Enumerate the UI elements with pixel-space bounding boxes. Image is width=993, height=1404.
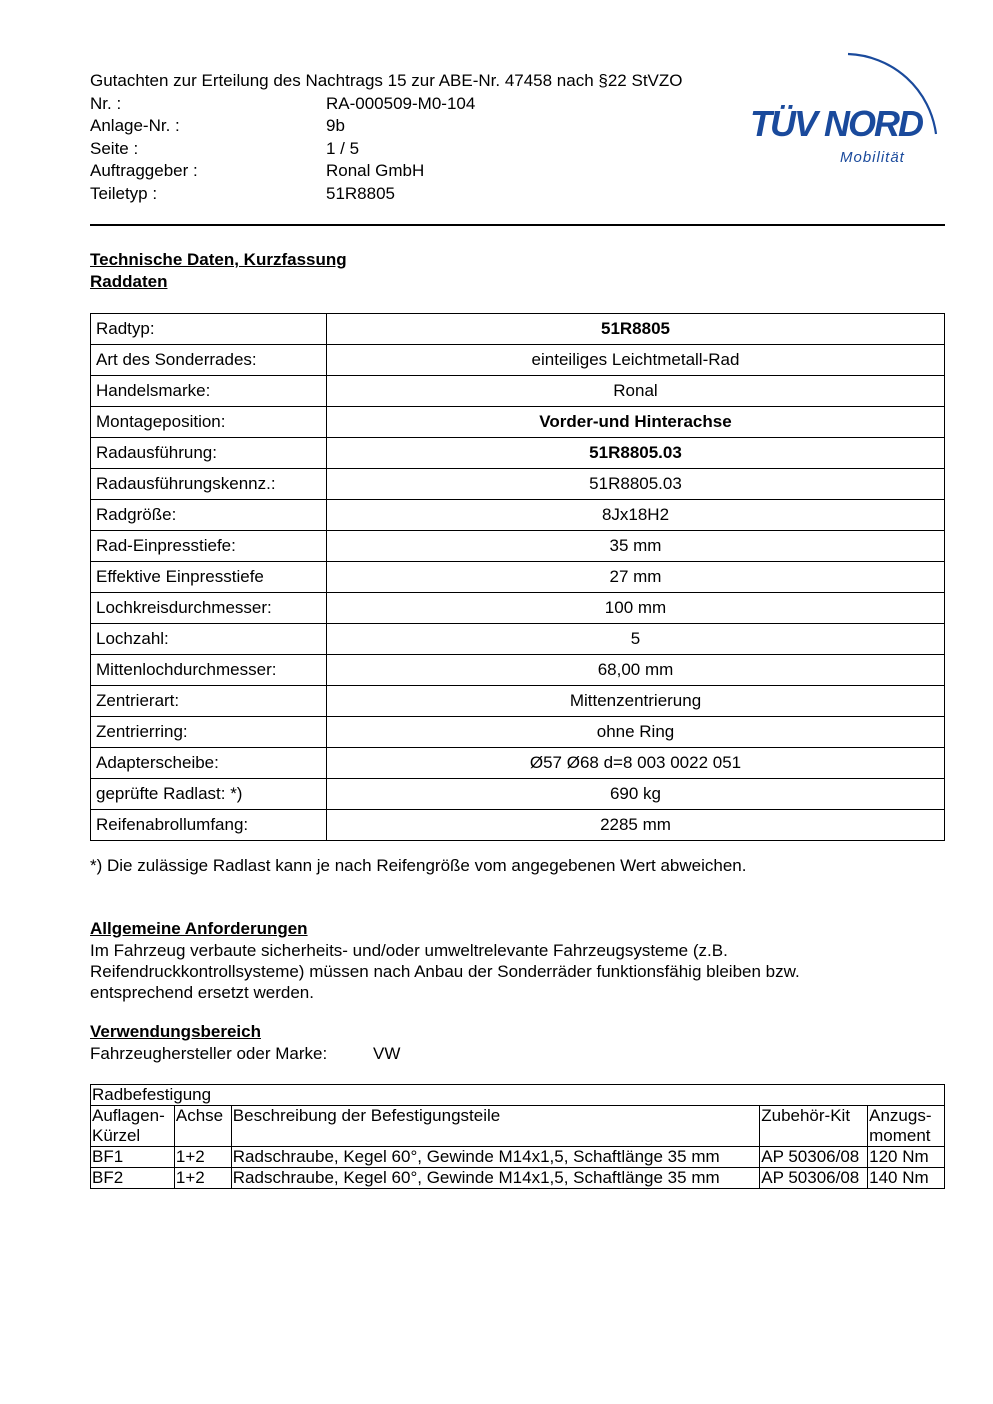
row-label: Radausführung:	[91, 438, 327, 469]
table-row	[91, 1147, 945, 1168]
table-title: Radbefestigung	[91, 1085, 945, 1106]
row-label: Montageposition:	[91, 407, 327, 438]
row-value: ohne Ring	[327, 717, 945, 748]
section-title: Verwendungsbereich	[90, 1022, 261, 1041]
table-header-row	[91, 1106, 945, 1147]
column-header-line: Achse	[175, 1106, 224, 1125]
header-value: 51R8805	[326, 183, 396, 203]
column-header-line	[233, 1126, 758, 1146]
row-value: Mittenzentrierung	[327, 686, 945, 717]
header-label: Auftraggeber :	[90, 161, 198, 180]
header-row-anlage	[90, 115, 683, 138]
table-row	[91, 562, 945, 593]
table-row	[91, 469, 945, 500]
header-row-nr	[90, 93, 683, 116]
row-value: Vorder-und Hinterachse	[327, 407, 945, 438]
header-row-auftraggeber	[90, 160, 683, 183]
column-header-line: Zubehör-Kit	[761, 1106, 851, 1125]
row-label: Handelsmarke:	[91, 376, 327, 407]
column-header	[868, 1106, 945, 1147]
row-label: Rad-Einpresstiefe:	[91, 531, 327, 562]
column-header	[174, 1106, 231, 1147]
row-label: Zentrierart:	[91, 686, 327, 717]
row-label: Adapterscheibe:	[91, 748, 327, 779]
column-header-line: Anzugs-	[869, 1106, 932, 1125]
section-allgemeine-anforderungen	[90, 918, 800, 1003]
table-row	[91, 810, 945, 841]
table-cell: 120 Nm	[868, 1147, 945, 1168]
row-label: Zentrierring:	[91, 717, 327, 748]
row-label: Effektive Einpresstiefe	[91, 562, 327, 593]
header-value: RA-000509-M0-104	[326, 93, 476, 113]
document-title: Gutachten zur Erteilung des Nachtrags 15 zur ABE-Nr. 47458 nach §22 StVZO	[90, 71, 683, 90]
row-value: 51R8805.03	[327, 469, 945, 500]
logo-brand: TÜV NORD	[750, 103, 922, 144]
table-cell: BF1	[91, 1147, 175, 1168]
row-label: Reifenabrollumfang:	[91, 810, 327, 841]
table-row	[91, 655, 945, 686]
table-row	[91, 1168, 945, 1189]
row-label: Lochkreisdurchmesser:	[91, 593, 327, 624]
table-cell: Radschraube, Kegel 60°, Gewinde M14x1,5, Schaftlänge 35 mm	[231, 1147, 759, 1168]
table-row	[91, 407, 945, 438]
row-value: 100 mm	[327, 593, 945, 624]
row-label: Lochzahl:	[91, 624, 327, 655]
column-header	[760, 1106, 868, 1147]
table-cell: Radschraube, Kegel 60°, Gewinde M14x1,5, Schaftlänge 35 mm	[231, 1168, 759, 1189]
row-value: 8Jx18H2	[327, 500, 945, 531]
radbefestigung-table	[90, 1084, 945, 1189]
header-row-teiletyp	[90, 183, 683, 206]
row-value: 2285 mm	[327, 810, 945, 841]
row-value: 27 mm	[327, 562, 945, 593]
header-row-seite	[90, 138, 683, 161]
row-value: 690 kg	[327, 779, 945, 810]
document-header	[90, 70, 683, 205]
header-label: Teiletyp :	[90, 183, 158, 203]
table-cell: BF2	[91, 1168, 175, 1189]
logo-sub: Mobilität	[840, 149, 905, 166]
row-value: 51R8805	[327, 314, 945, 345]
radlast-note: *) Die zulässige Radlast kann je nach Reifengröße vom angegebenen Wert abweichen.	[90, 856, 747, 875]
row-value: einteiliges Leichtmetall-Rad	[327, 345, 945, 376]
manufacturer-label: Fahrzeughersteller oder Marke:	[90, 1044, 328, 1063]
table-row	[91, 686, 945, 717]
row-value: Ronal	[327, 376, 945, 407]
table-cell: AP 50306/08	[760, 1147, 868, 1168]
table-row	[91, 500, 945, 531]
row-label: Radausführungskennz.:	[91, 469, 327, 500]
table-row	[91, 438, 945, 469]
raddaten-table	[90, 313, 945, 841]
row-label: Mittenlochdurchmesser:	[91, 655, 327, 686]
row-value: 5	[327, 624, 945, 655]
row-label: Art des Sonderrades:	[91, 345, 327, 376]
column-header-line: Kürzel	[92, 1126, 141, 1145]
table-row	[91, 748, 945, 779]
manufacturer-row	[90, 1043, 400, 1065]
section-text	[90, 940, 800, 1003]
section-subtitle: Raddaten	[90, 272, 168, 291]
table-row	[91, 717, 945, 748]
tuv-nord-logo-icon	[748, 46, 948, 176]
header-label: Anlage-Nr. :	[90, 116, 180, 135]
manufacturer-value: VW	[373, 1044, 401, 1063]
table-row	[91, 314, 945, 345]
row-value: 51R8805.03	[327, 438, 945, 469]
row-value: 68,00 mm	[327, 655, 945, 686]
column-header-line: Auflagen-	[92, 1106, 165, 1125]
section-title: Allgemeine Anforderungen	[90, 919, 308, 938]
column-header-line	[761, 1126, 866, 1146]
column-header-line	[176, 1126, 230, 1146]
table-row	[91, 779, 945, 810]
section-title: Technische Daten, Kurzfassung	[90, 250, 347, 269]
row-label: Radgröße:	[91, 500, 327, 531]
column-header-line: moment	[869, 1126, 931, 1145]
column-header	[91, 1106, 175, 1147]
header-value: Ronal GmbH	[326, 161, 425, 180]
row-value: 35 mm	[327, 531, 945, 562]
row-value: Ø57 Ø68 d=8 003 0022 051	[327, 748, 945, 779]
section-verwendungsbereich	[90, 1021, 400, 1065]
header-divider	[90, 224, 945, 226]
table-cell: AP 50306/08	[760, 1168, 868, 1189]
section-technische-daten	[90, 249, 347, 293]
header-value: 9b	[326, 116, 345, 135]
header-value: 1 / 5	[326, 138, 360, 158]
table-cell: 140 Nm	[868, 1168, 945, 1189]
column-header	[231, 1106, 759, 1147]
table-cell: 1+2	[174, 1168, 231, 1189]
column-header-line: Beschreibung der Befestigungsteile	[232, 1106, 501, 1125]
row-label: geprüfte Radlast: *)	[91, 779, 327, 810]
table-row	[91, 624, 945, 655]
table-row	[91, 593, 945, 624]
table-row	[91, 345, 945, 376]
section-line: entsprechend ersetzt werden.	[90, 983, 314, 1002]
table-cell: 1+2	[174, 1147, 231, 1168]
table-row	[91, 376, 945, 407]
section-line: Reifendruckkontrollsysteme) müssen nach Anbau der Sonderräder funktionsfähig bleiben bzw.	[90, 962, 800, 981]
table-row	[91, 531, 945, 562]
header-label: Nr. :	[90, 93, 122, 113]
section-line: Im Fahrzeug verbaute sicherheits- und/oder umweltrelevante Fahrzeugsysteme (z.B.	[90, 941, 728, 960]
header-label: Seite :	[90, 138, 139, 158]
row-label: Radtyp:	[91, 314, 327, 345]
